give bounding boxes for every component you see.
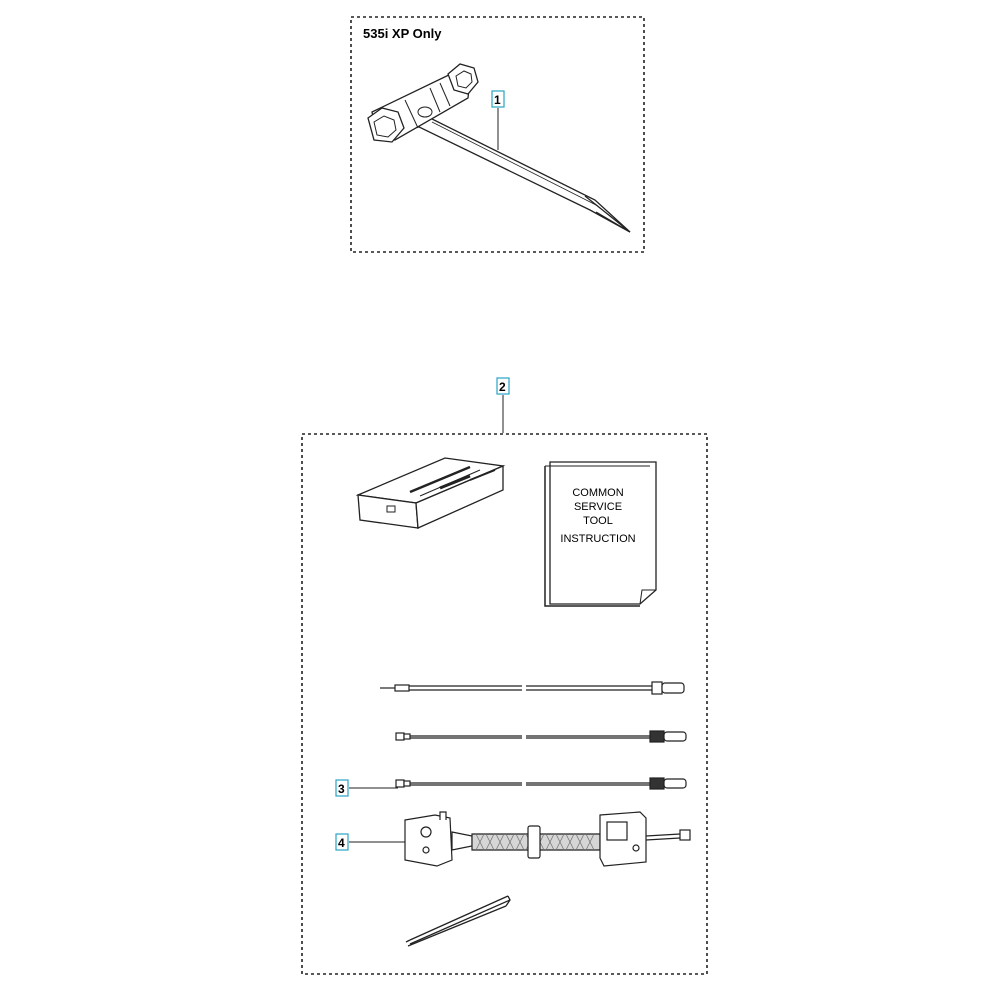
- cable-3-drawing: [396, 778, 686, 789]
- interface-box-drawing: [358, 458, 503, 528]
- cable-1-drawing: [380, 682, 684, 694]
- top-group-title: 535i XP Only: [363, 26, 442, 41]
- service-kit-group: [302, 434, 707, 974]
- manual-line-4: INSTRUCTION: [560, 533, 636, 545]
- callout-2-number: 2: [499, 380, 506, 394]
- adapter-harness-drawing: [405, 812, 690, 866]
- callout-1-number: 1: [494, 93, 501, 107]
- callout-4-number: 4: [338, 836, 345, 850]
- cable-2-drawing: [396, 731, 686, 742]
- manual-line-1: COMMON: [572, 487, 624, 499]
- manual-line-2: SERVICE: [573, 501, 623, 513]
- callout-3-number: 3: [338, 782, 345, 796]
- instruction-manual-drawing: [545, 462, 656, 606]
- top-group: [351, 17, 644, 252]
- callout-2: [497, 378, 509, 433]
- manual-line-3: TOOL: [583, 515, 613, 527]
- tweezers-drawing: [406, 896, 510, 946]
- combination-wrench-drawing: [368, 64, 630, 232]
